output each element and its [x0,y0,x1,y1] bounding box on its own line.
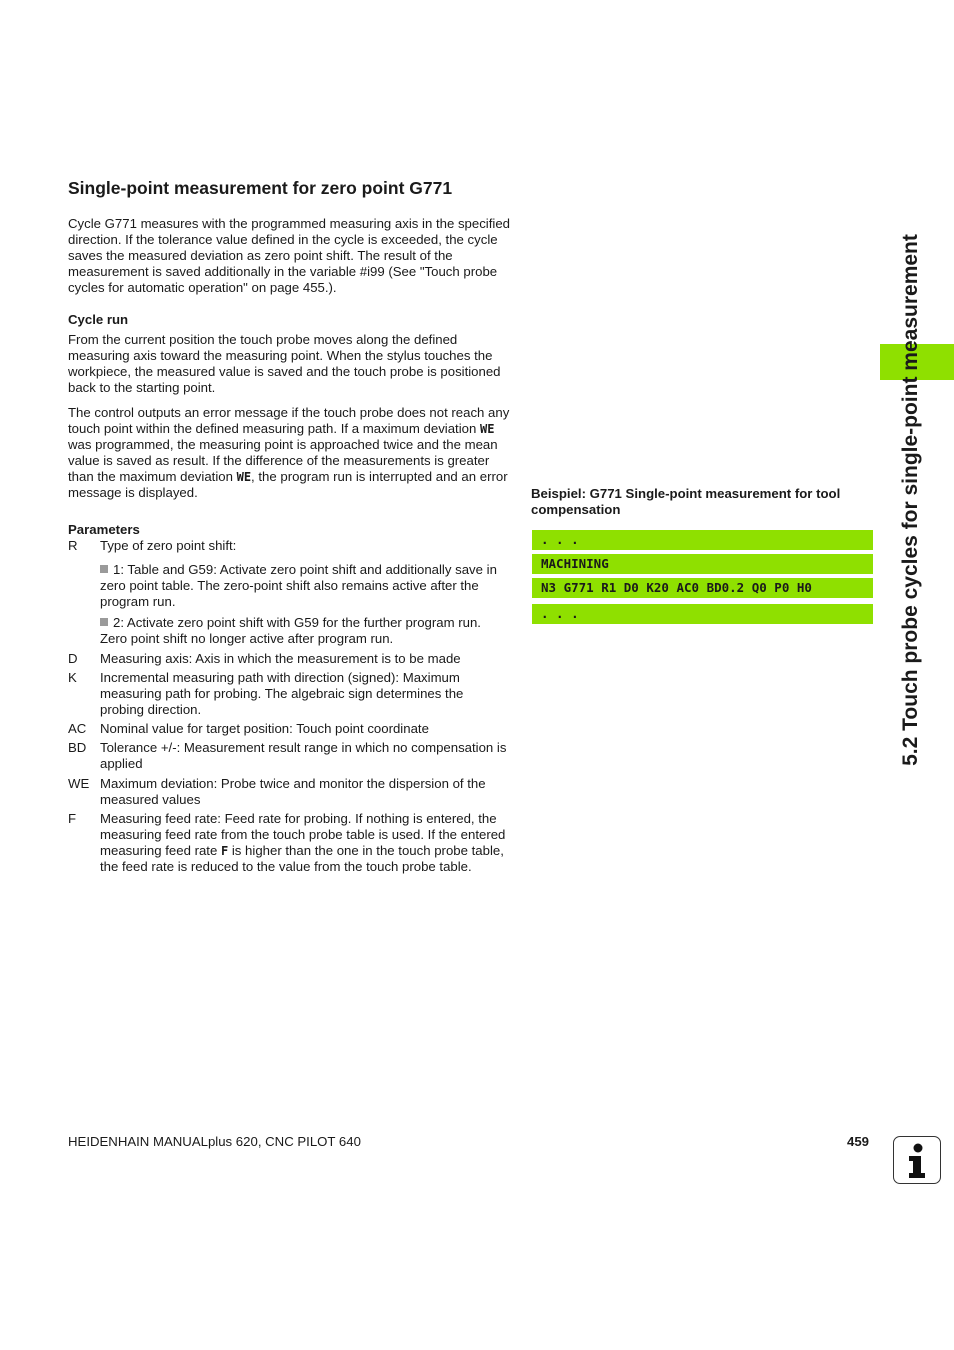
code-line: N3 G771 R1 D0 K20 AC0 BD0.2 Q0 P0 H0 [532,578,873,598]
cycle-run-heading: Cycle run [68,312,129,327]
cycle-run-paragraph-1: From the current position the touch probe moves along the defined measuring axis toward the measuring point. When the stylus touches the workpiece, the measured value is saved and the touch probe is positioned back to the starting point. [68,332,501,395]
parameters-heading: Parameters [68,522,140,537]
param-r-option-2: 2: Activate zero point shift with G59 for the further program run. Zero point shift no longer active after program run. [100,615,481,646]
p2-text-b: was programmed, the measuring point is approached twice and the mean value is saved as result. If the difference of the measurements is greater than the maximum deviation [68,437,498,484]
param-desc: Type of zero point shift: [100,538,237,553]
section-title: Single-point measurement for zero point G771 [68,178,453,198]
f-code: F [220,844,229,858]
param-desc: Measuring feed rate: Feed rate for probing. If nothing is entered, the measuring feed rate from the touch probe table is used. If the entered measuring feed rate F is higher than the one in the touch probe table, the feed rate is reduced to the value from the touch probe table. [100,811,506,874]
param-key: R [68,538,78,553]
intro-paragraph: Cycle G771 measures with the programmed measuring axis in the specified direction. If the tolerance value defined in the cycle is exceeded, the cycle saves the measured deviation as zero point shift. The result of the measurement is saved additionally in the variable #i99 (See "Touch probe cycles for automatic operation" on page 455.). [68,216,510,295]
param-desc: Nominal value for target position: Touch point coordinate [100,721,429,736]
bullet-square-icon [100,565,108,573]
info-glyph [894,1137,939,1182]
we-code-1: WE [479,422,495,436]
param-desc: Maximum deviation: Probe twice and monitor the dispersion of the measured values [100,776,486,807]
bullet-square-icon [100,618,108,626]
code-line: . . . [532,604,873,624]
param-desc: Incremental measuring path with direction (signed): Maximum measuring path for probing. The algebraic sign determines the probing direction. [100,670,464,717]
param-key: BD [68,740,87,755]
param-key: WE [68,776,90,791]
page-number: 459 [847,1134,870,1149]
example-caption: Beispiel: G771 Single-point measurement for tool compensation [531,486,841,517]
param-r-option-1: 1: Table and G59: Activate zero point shift and additionally save in zero point table. The zero-point shift also remains active after the program run. [100,562,497,609]
param-key: AC [68,721,87,736]
cycle-run-paragraph-2 [68,405,510,501]
param-desc: Tolerance +/-: Measurement result range in which no compensation is applied [100,740,507,771]
footer-product: HEIDENHAIN MANUALplus 620, CNC PILOT 640 [68,1134,361,1149]
we-code-2: WE [236,470,252,484]
param-key: F [68,811,77,826]
param-key: D [68,651,78,666]
code-line: MACHINING [532,554,873,574]
param-desc: Measuring axis: Axis in which the measurement is to be made [100,651,461,666]
info-icon [893,1136,941,1184]
param-key: K [68,670,77,685]
code-line: . . . [532,530,873,550]
p2-text-c: , the program run is interrupted and an error message is displayed. [68,469,508,500]
p2-text-a: The control outputs an error message if the touch probe does not reach any touch point within the defined measuring path. If a maximum deviation [68,405,510,436]
chapter-side-title: 5.2 Touch probe cycles for single-point measurement [899,234,922,766]
